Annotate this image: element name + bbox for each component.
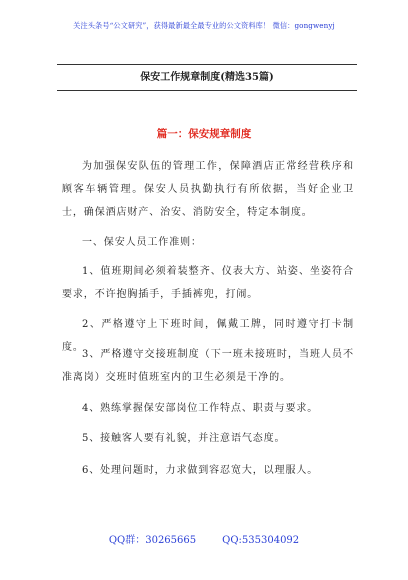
intro-paragraph: 为加强保安队伍的管理工作，保障酒店正常经营秩序和顾客车辆管理。保安人员执勤执行有所依据，当好企业卫士，确保酒店财产、治安、消防安全，特定本制度。	[62, 161, 354, 218]
rule-paragraph-5: 5、接触客人要有礼貌，并注意语气态度。	[82, 433, 286, 444]
rule-paragraph-2: 2、严格遵守上下班时间，佩戴工牌，同时遵守打卡制度。	[62, 319, 354, 353]
qq-text: QQ:535304092	[222, 535, 300, 546]
rule-paragraph-6: 6、处理问题时，力求做到容忍宽大，以理服人。	[82, 465, 319, 476]
rules-heading-paragraph: 一、保安人员工作准则：	[82, 237, 202, 248]
title-top-rule	[57, 64, 357, 65]
document-title: 保安工作规章制度(精选35篇)	[140, 72, 274, 83]
section-heading: 篇一：保安规章制度	[156, 128, 252, 140]
qq-group-text: QQ群：30265665	[108, 535, 197, 546]
rule-paragraph-4: 4、熟练掌握保安部岗位工作特点、职责与要求。	[82, 403, 319, 414]
rule-paragraph-3: 3、严格遵守交接班制度（下一班未接班时，当班人员不准离岗）交班时值班室内的卫生必须是干净的。	[62, 349, 354, 383]
contact-footer	[0, 531, 408, 546]
promo-header-text: 关注头条号“公文研究”，获得最新最全最专业的公文资料库！ 微信：gongwenyj	[73, 21, 335, 30]
title-bottom-rule	[57, 90, 357, 91]
rule-paragraph-1: 1、值班期间必须着装整齐、仪表大方、站姿、坐姿符合要求，不许抱胸插手，手插裤兜，打闹。	[62, 266, 354, 300]
